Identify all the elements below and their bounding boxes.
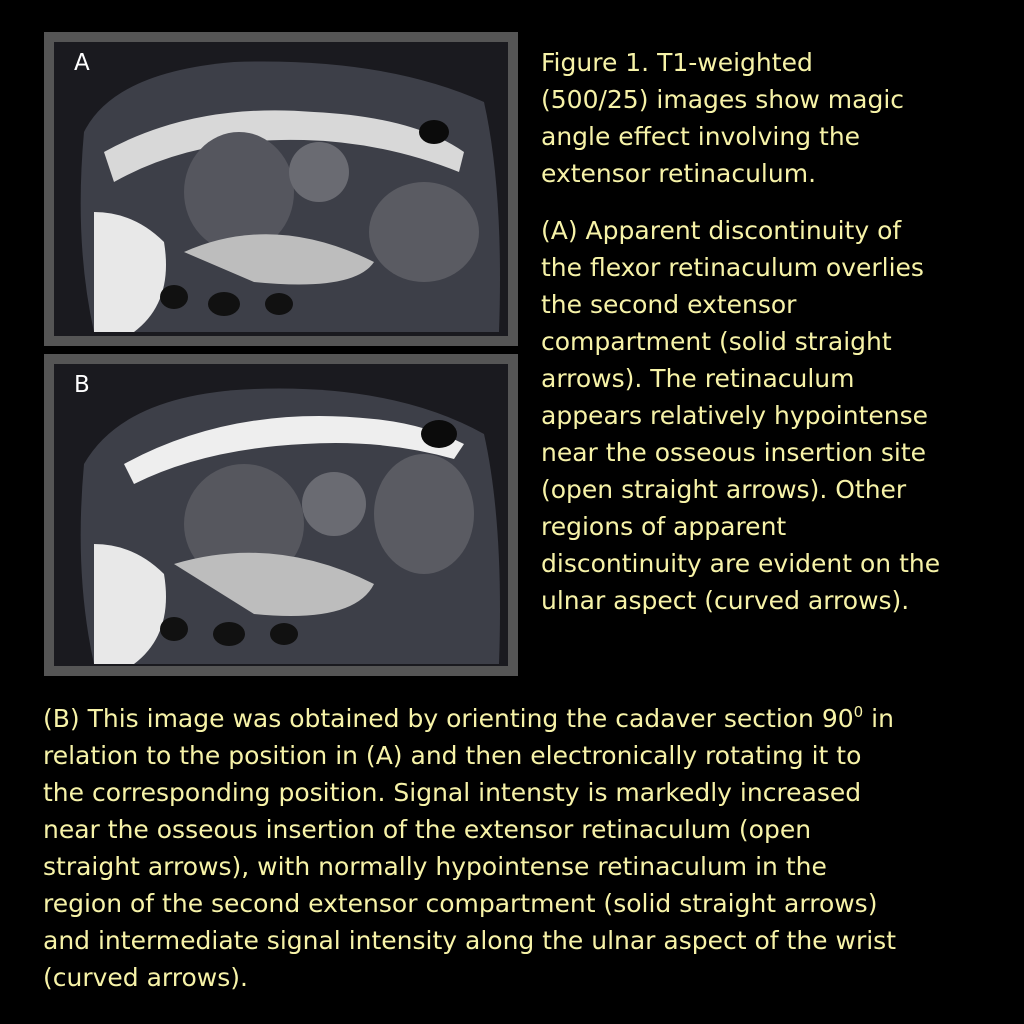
caption-a-line: (open straight arrows). Other bbox=[541, 475, 907, 504]
caption-b-line1-text: (B) This image was obtained by orienting the cadaver section 90 bbox=[43, 704, 854, 733]
figure-title-line: Figure 1. T1-weighted bbox=[541, 48, 813, 77]
wrist-mri-a-image bbox=[54, 42, 508, 336]
degree-superscript: 0 bbox=[853, 703, 864, 721]
caption-b-line: and intermediate signal intensity along the ulnar aspect of the wrist bbox=[43, 926, 897, 955]
caption-a-line: appears relatively hypointense bbox=[541, 401, 929, 430]
mri-panel-b bbox=[44, 354, 518, 676]
caption-b-line: relation to the position in (A) and then electronically rotating it to bbox=[43, 741, 862, 770]
figure-title-line: (500/25) images show magic bbox=[541, 85, 905, 114]
caption-b-line: straight arrows), with normally hypointense retinaculum in the bbox=[43, 852, 827, 881]
caption-b-line: near the osseous insertion of the extensor retinaculum (open bbox=[43, 815, 812, 844]
caption-b-line: the corresponding position. Signal intensty is markedly increased bbox=[43, 778, 862, 807]
caption-a bbox=[541, 212, 991, 619]
figure-title bbox=[541, 44, 991, 192]
wrist-mri-b-image bbox=[54, 364, 508, 666]
caption-a-line: compartment (solid straight bbox=[541, 327, 892, 356]
mri-image-a bbox=[54, 42, 508, 336]
caption-a-line: regions of apparent bbox=[541, 512, 787, 541]
caption-b-line: (curved arrows). bbox=[43, 963, 248, 992]
panel-a-label: A bbox=[74, 50, 90, 76]
figure-title-line: angle effect involving the bbox=[541, 122, 861, 151]
caption-b-line bbox=[43, 700, 993, 737]
caption-a-line: discontinuity are evident on the bbox=[541, 549, 941, 578]
caption-a-line: (A) Apparent discontinuity of bbox=[541, 216, 902, 245]
panel-b-label: B bbox=[74, 372, 90, 398]
caption-a-line: the second extensor bbox=[541, 290, 797, 319]
caption-a-line: near the osseous insertion site bbox=[541, 438, 927, 467]
caption-a-line: ulnar aspect (curved arrows). bbox=[541, 586, 910, 615]
caption-b-line1-end: in bbox=[863, 704, 894, 733]
mri-image-b bbox=[54, 364, 508, 666]
figure-title-line: extensor retinaculum. bbox=[541, 159, 817, 188]
caption-a-line: arrows). The retinaculum bbox=[541, 364, 855, 393]
mri-panel-a bbox=[44, 32, 518, 346]
caption-b bbox=[43, 700, 993, 996]
caption-a-line: the flexor retinaculum overlies bbox=[541, 253, 924, 282]
caption-b-line: region of the second extensor compartment (solid straight arrows) bbox=[43, 889, 878, 918]
